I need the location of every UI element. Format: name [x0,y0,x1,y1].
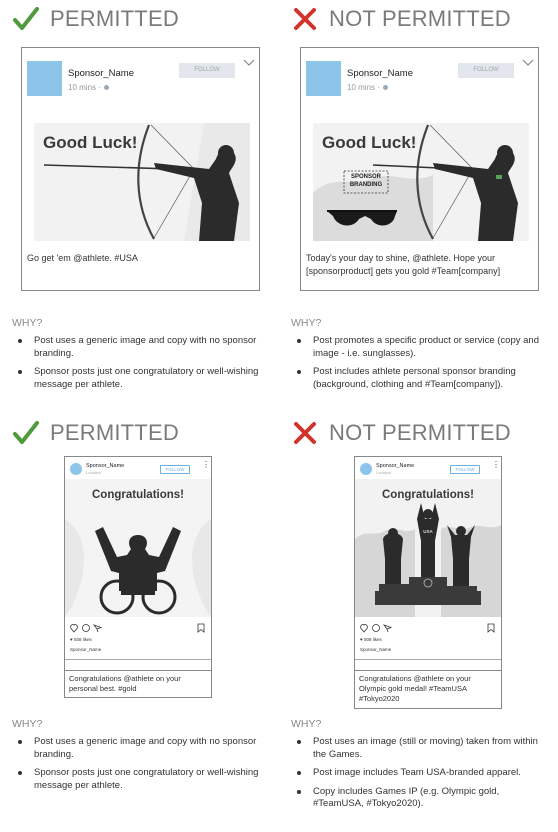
panel-permitted-1 [0,0,279,390]
why-label: WHY? [291,718,322,730]
post-time: 10 mins · [347,83,388,92]
follow-button[interactable]: FOLLOW [450,465,480,474]
post-location: Location [376,470,392,475]
chevron-down-icon[interactable] [243,58,255,68]
post-caption: Congratulations @athlete on your personal best. #gold [64,671,212,698]
verdict-title: PERMITTED [50,6,179,31]
follow-button[interactable]: FOLLOW [458,63,514,78]
post-location: Location [86,470,102,475]
panel-not-permitted-2 [279,414,558,809]
reason-item: Post includes athlete personal sponsor branding (background, clothing and #Team[company]). [291,366,551,391]
panel-header [279,0,558,38]
sponsor-name: Sponsor_Name [376,463,415,469]
example-instagram-post [64,456,212,671]
chevron-down-icon[interactable] [522,58,534,68]
reason-item: Sponsor posts just one congratulatory or well-wishing message per athlete. [12,767,272,792]
likes-count: ♥ 508 likes [360,637,382,642]
reason-list [12,335,272,391]
post-caption: Congratulations @athlete on your Olympic gold medal! #TeamUSA #Tokyo2020 [354,671,502,709]
post-image [65,479,211,617]
panel-header [279,414,558,452]
post-username: Sponsor_Name [70,647,102,652]
verdict-title: PERMITTED [50,420,179,445]
image-headline: Congratulations! [92,489,184,501]
why-section [12,718,272,798]
reason-item: Post uses a generic image and copy with no sponsor branding. [12,335,272,360]
avatar [27,61,62,96]
image-headline: Good Luck! [43,133,138,152]
avatar [306,61,341,96]
cross-icon [291,5,319,33]
cross-icon [291,419,319,447]
bookmark-icon[interactable] [488,624,494,632]
comment-icon[interactable] [373,625,380,632]
reason-list [291,335,551,391]
verdict-title: NOT PERMITTED [329,420,511,445]
example-social-post [300,47,539,291]
divider [65,659,211,660]
follow-button[interactable]: FOLLOW [160,465,190,474]
reason-item: Copy includes Games IP (e.g. Olympic gold, #TeamUSA, #Tokyo2020). [291,786,551,811]
share-icon[interactable] [94,625,101,632]
image-headline: Good Luck! [322,133,417,152]
post-image [34,123,250,241]
why-label: WHY? [291,317,322,329]
likes-count: ♥ 508 likes [70,637,92,642]
jersey-text: USA [423,529,433,534]
bookmark-icon[interactable] [198,624,204,632]
panel-not-permitted-1 [279,0,558,390]
divider [355,659,501,660]
panel-header [0,0,279,38]
checkmark-icon [12,5,40,33]
sponsor-name: Sponsor_Name [86,463,125,469]
why-section [12,317,272,397]
reason-item: Post image includes Team USA-branded apparel. [291,767,551,780]
more-options-icon[interactable]: ⋮ [492,460,500,469]
reason-item: Post uses an image (still or moving) taken from within the Games. [291,736,551,761]
panel-permitted-2 [0,414,279,791]
reason-item: Sponsor posts just one congratulatory or well-wishing message per athlete. [12,366,272,391]
checkmark-icon [12,419,40,447]
share-icon[interactable] [384,625,391,632]
verdict-title: NOT PERMITTED [329,6,511,31]
sponsor-name: Sponsor_Name [68,68,135,79]
avatar [70,463,82,475]
action-icons [360,623,496,633]
sponsor-branding-text: SPONSOR BRANDING [349,174,383,188]
reason-item: Post uses a generic image and copy with no sponsor branding. [12,736,272,761]
example-social-post [21,47,260,291]
more-options-icon[interactable]: ⋮ [202,460,210,469]
post-caption: Today's your day to shine, @athlete. Hope your [sponsorproduct] gets you gold #Team[company] [306,253,501,276]
action-icons [70,623,206,633]
post-caption: Go get 'em @athlete. #USA [27,253,138,263]
post-image [313,123,529,241]
avatar [360,463,372,475]
reason-item: Post promotes a specific product or service (copy and image - i.e. sunglasses). [291,335,551,360]
post-username: Sponsor_Name [360,647,392,652]
why-section [291,317,551,397]
heart-icon[interactable] [71,625,78,633]
comment-icon[interactable] [83,625,90,632]
reason-list [12,736,272,792]
sponsor-name: Sponsor_Name [347,68,414,79]
post-time: 10 mins · [68,83,109,92]
panel-header [0,414,279,452]
reason-list [291,736,551,811]
heart-icon[interactable] [361,625,368,633]
why-section [291,718,551,817]
why-label: WHY? [12,718,43,730]
image-headline: Congratulations! [382,489,474,501]
example-instagram-post [354,456,502,671]
why-label: WHY? [12,317,43,329]
globe-icon [383,85,388,90]
post-image [355,479,501,617]
follow-button[interactable]: FOLLOW [179,63,235,78]
globe-icon [104,85,109,90]
